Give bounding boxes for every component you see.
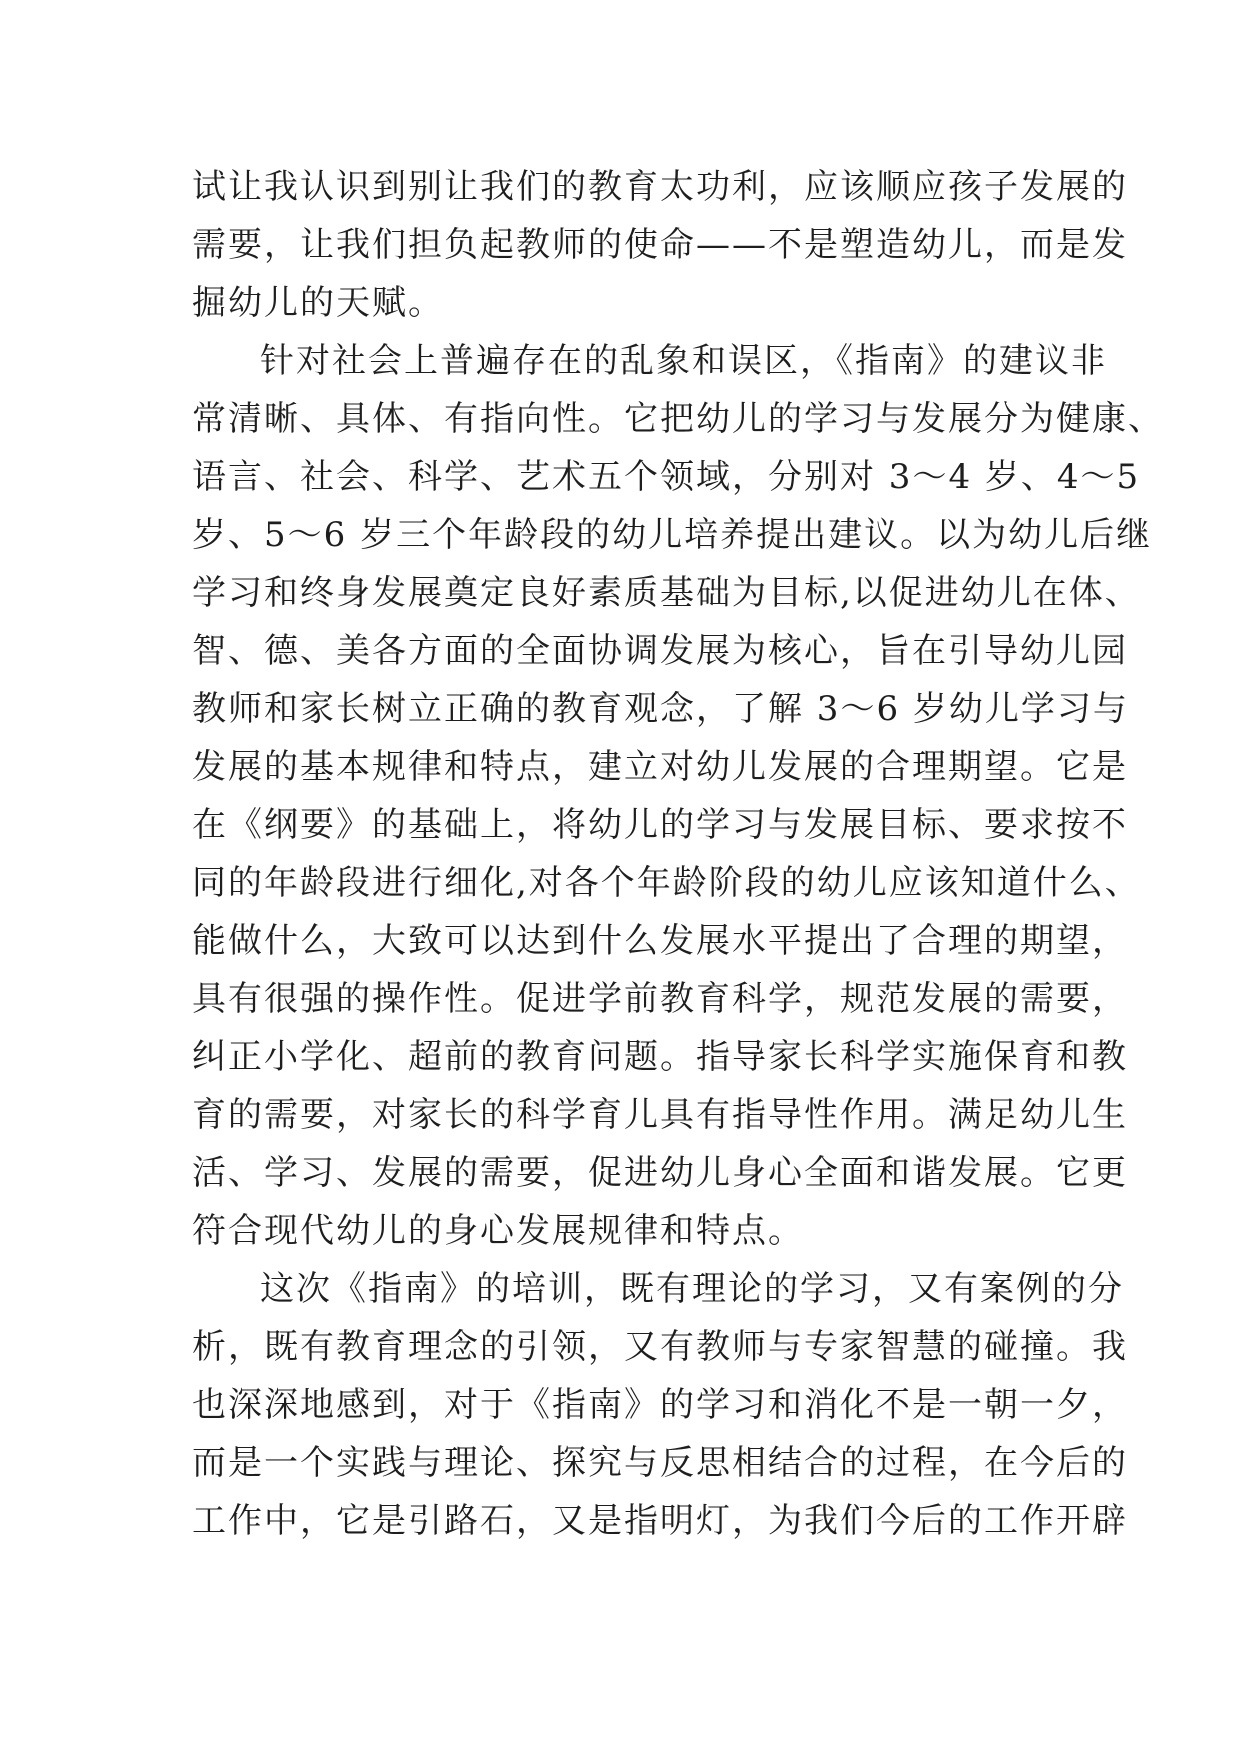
text-line: 析，既有教育理念的引领，又有教师与专家智慧的碰撞。我 xyxy=(192,1327,1128,1367)
text-line: 工作中，它是引路石，又是指明灯，为我们今后的工作开辟 xyxy=(192,1501,1128,1541)
text-line: 试让我认识到别让我们的教育太功利，应该顺应孩子发展的 xyxy=(192,167,1128,207)
text-line: 符合现代幼儿的身心发展规律和特点。 xyxy=(192,1211,804,1251)
document-body xyxy=(192,158,1164,1550)
text-line: 教师和家长树立正确的教育观念，了解 3～6 岁幼儿学习与 xyxy=(192,689,1129,729)
text-line: 需要，让我们担负起教师的使命——不是塑造幼儿，而是发 xyxy=(192,225,1128,265)
text-line: 活、学习、发展的需要，促进幼儿身心全面和谐发展。它更 xyxy=(192,1153,1128,1193)
text-line: 智、德、美各方面的全面协调发展为核心，旨在引导幼儿园 xyxy=(192,631,1128,671)
text-line: 岁、5～6 岁三个年龄段的幼儿培养提出建议。以为幼儿后继 xyxy=(192,515,1153,555)
text-line: 育的需要，对家长的科学育儿具有指导性作用。满足幼儿生 xyxy=(192,1095,1128,1135)
paragraph-first-line: 针对社会上普遍存在的乱象和误区，《指南》的建议非 xyxy=(260,341,1107,381)
text-line: 语言、社会、科学、艺术五个领域，分别对 3～4 岁、4～5 xyxy=(192,457,1141,497)
text-line: 发展的基本规律和特点，建立对幼儿发展的合理期望。它是 xyxy=(192,747,1128,787)
text-line: 纠正小学化、超前的教育问题。指导家长科学实施保育和教 xyxy=(192,1037,1128,1077)
text-line: 具有很强的操作性。促进学前教育科学，规范发展的需要， xyxy=(192,979,1128,1019)
text-line: 能做什么，大致可以达到什么发展水平提出了合理的期望， xyxy=(192,921,1128,961)
text-line: 常清晰、具体、有指向性。它把幼儿的学习与发展分为健康、 xyxy=(192,399,1164,439)
text-line: 也深深地感到，对于《指南》的学习和消化不是一朝一夕， xyxy=(192,1385,1128,1425)
text-line: 学习和终身发展奠定良好素质基础为目标,以促进幼儿在体、 xyxy=(192,573,1141,613)
text-line: 掘幼儿的天赋。 xyxy=(192,283,444,323)
text-line: 同的年龄段进行细化,对各个年龄阶段的幼儿应该知道什么、 xyxy=(192,863,1141,903)
text-line: 在《纲要》的基础上，将幼儿的学习与发展目标、要求按不 xyxy=(192,805,1128,845)
paragraph-first-line: 这次《指南》的培训，既有理论的学习，又有案例的分 xyxy=(260,1269,1124,1309)
text-line: 而是一个实践与理论、探究与反思相结合的过程，在今后的 xyxy=(192,1443,1128,1483)
